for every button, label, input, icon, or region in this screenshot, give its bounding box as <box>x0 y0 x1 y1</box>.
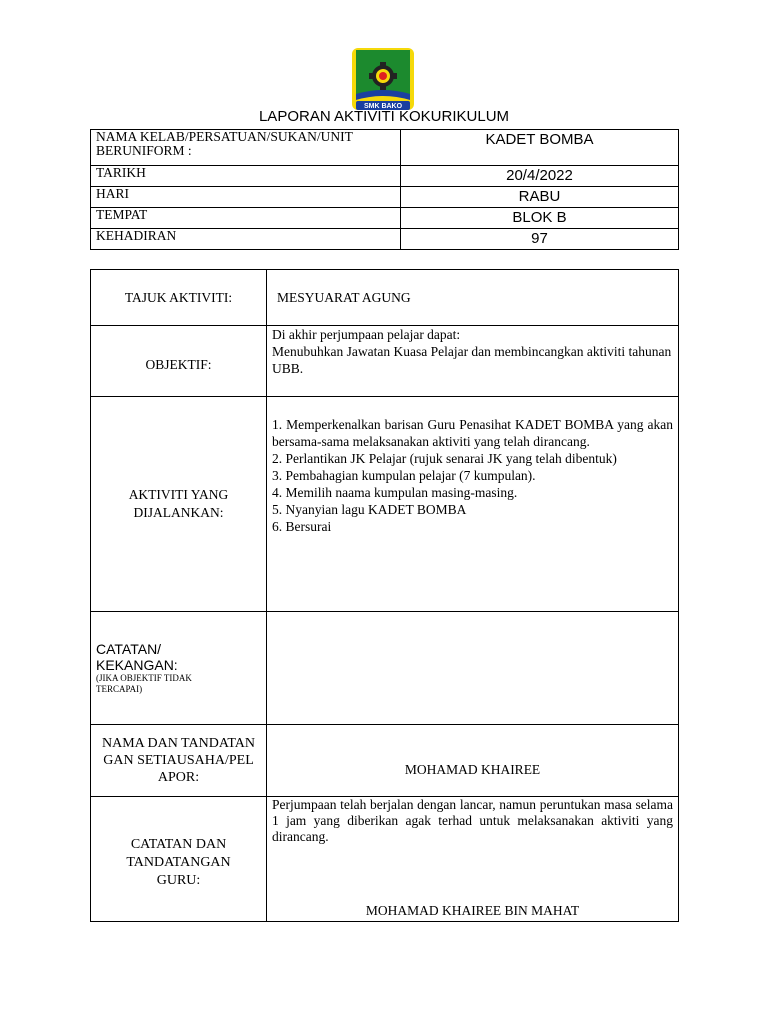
activity-title-row <box>91 270 679 326</box>
notes-label-line1: CATATAN/ <box>96 641 162 657</box>
notes-sub-label: (JIKA OBJEKTIF TIDAK TERCAPAI) <box>96 673 192 694</box>
activity-item-5: 5. Nyanyian lagu KADET BOMBA <box>272 502 467 517</box>
day-row <box>91 187 679 208</box>
place-value: BLOK B <box>401 208 679 229</box>
club-row <box>91 130 679 166</box>
club-value: KADET BOMBA <box>401 130 679 166</box>
secretary-label: NAMA DAN TANDATANGAN SETIAUSAHA/PELAPOR: <box>91 725 267 797</box>
secretary-name: MOHAMAD KHAIREE <box>267 725 679 797</box>
report-table <box>90 269 679 922</box>
activity-item-1: 1. Memperkenalkan barisan Guru Penasihat KADET BOMBA yang akan bersama-sama melaksanakan aktiviti yang telah dirancang. <box>272 417 673 449</box>
activities-row <box>91 397 679 612</box>
club-label: NAMA KELAB/PERSATUAN/SUKAN/UNIT BERUNIFORM : <box>91 130 401 166</box>
date-row <box>91 166 679 187</box>
day-value: RABU <box>401 187 679 208</box>
notes-row <box>91 612 679 725</box>
objective-row <box>91 326 679 397</box>
date-value: 20/4/2022 <box>401 166 679 187</box>
activities-label-line2: DIJALANKAN: <box>133 505 224 520</box>
activity-item-3: 3. Pembahagian kumpulan pelajar (7 kumpulan). <box>272 468 536 483</box>
teacher-note: Perjumpaan telah berjalan dengan lancar, namun peruntukan masa selama 1 jam yang diberikan agak terhad untuk melaksanakan aktiviti yang dirancang. <box>272 797 673 844</box>
logo-school-name: SMK BAKO <box>363 103 403 110</box>
activity-item-6: 6. Bersurai <box>272 519 332 534</box>
activity-title-label: TAJUK AKTIVITI: <box>91 270 267 326</box>
notes-value <box>267 612 679 725</box>
info-table <box>90 129 679 250</box>
day-label: HARI <box>91 187 401 208</box>
objective-intro: Di akhir perjumpaan pelajar dapat: <box>272 327 461 342</box>
attendance-label: KEHADIRAN <box>91 229 401 250</box>
objective-text: Menubuhkan Jawatan Kuasa Pelajar dan membincangkan aktiviti tahunan UBB. <box>272 344 672 376</box>
secretary-row <box>91 725 679 797</box>
notes-label-line2: KEKANGAN: <box>96 657 178 673</box>
teacher-label: CATATAN DAN TANDATANGAN GURU: <box>91 797 267 922</box>
attendance-row <box>91 229 679 250</box>
school-logo <box>350 46 416 112</box>
date-label: TARIKH <box>91 166 401 187</box>
teacher-row <box>91 797 679 922</box>
place-label: TEMPAT <box>91 208 401 229</box>
teacher-name: MOHAMAD KHAIREE BIN MAHAT <box>365 903 580 918</box>
activity-item-2: 2. Perlantikan JK Pelajar (rujuk senarai JK yang telah dibentuk) <box>272 451 617 466</box>
attendance-value: 97 <box>401 229 679 250</box>
place-row <box>91 208 679 229</box>
activity-item-4: 4. Memilih naama kumpulan masing-masing. <box>272 485 518 500</box>
activities-label-line1: AKTIVITI YANG <box>128 487 229 502</box>
activity-title-value: MESYUARAT AGUNG <box>267 270 679 326</box>
objective-label: OBJEKTIF: <box>91 326 267 397</box>
document-title: LAPORAN AKTIVITI KOKURIKULUM <box>258 108 510 125</box>
